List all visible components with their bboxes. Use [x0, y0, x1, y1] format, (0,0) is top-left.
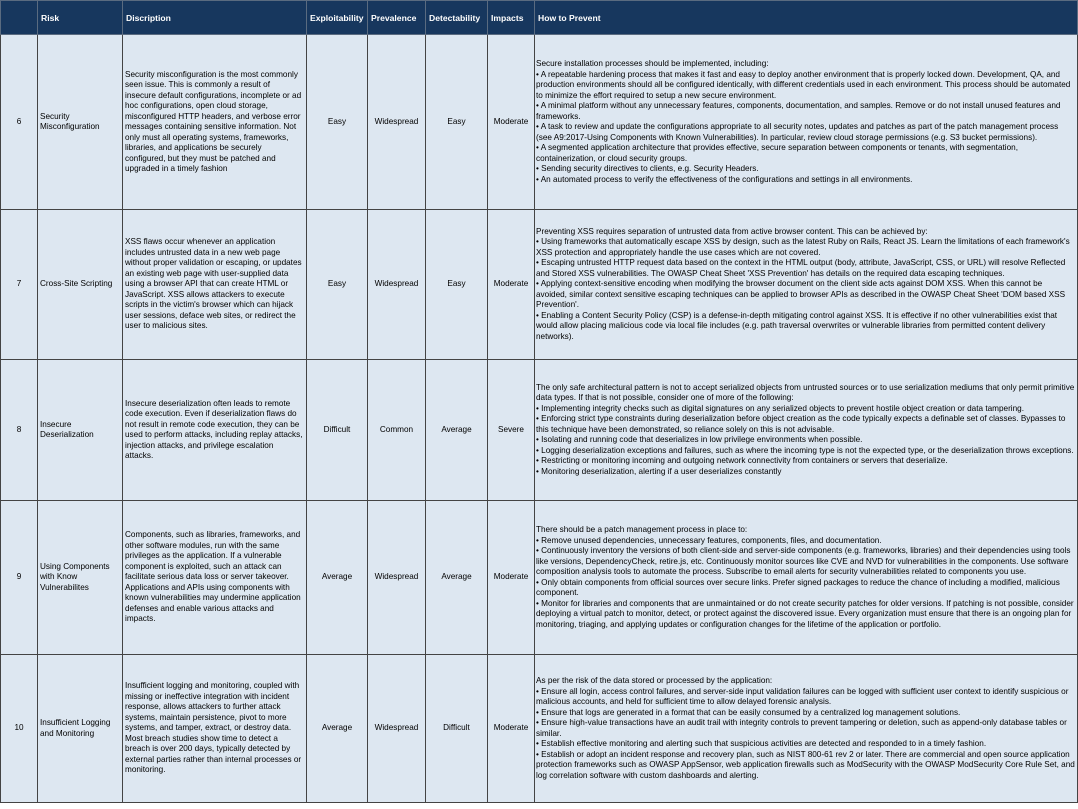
prevent-line: • Monitor for libraries and components that are unmaintained or do not create security patches for older versions. If patching is not possible, consider deploying a virtual patch to monitor, detect, or protect against the discovered issue. Every organization must ensure that there is an ongoing plan for monitoring, triaging, and applying updates or configuration changes for the lifetime of the application or portfolio.: [536, 598, 1074, 629]
exploitability-value: Easy: [307, 35, 368, 210]
prevent-line: As per the risk of the data stored or processed by the application:: [536, 676, 773, 685]
prevent-line: • Ensure that logs are generated in a format that can be easily consumed by a centralized log management solutions.: [536, 707, 961, 717]
risk-name: Using Components with Know Vulnerabilites: [38, 501, 123, 655]
risk-name: Security Misconfiguration: [38, 35, 123, 210]
table-row: [1, 360, 1078, 501]
detectability-value: Average: [426, 501, 488, 655]
prevent-line: • Isolating and running code that deserializes in low privilege environments when possible.: [536, 435, 863, 445]
row-number: 6: [1, 35, 38, 210]
detectability-value: Average: [426, 360, 488, 501]
prevent-line: • Sending security directives to clients, e.g. Security Headers.: [536, 164, 759, 173]
detectability-value: Easy: [426, 35, 488, 210]
prevent-line: • Only obtain components from official sources over secure links. Prefer signed packages to reduce the chance of including a modified, malicious component.: [536, 577, 1060, 597]
prevent-line: The only safe architectural pattern is not to accept serialized objects from untrusted sources or to use serialization mediums that only permit primitive data types. If that is not possible, consider one of more of the following:: [536, 382, 1075, 403]
prevent-line: • Establish or adopt an incident response and recovery plan, such as NIST 800-61 rev 2 or later. There are commercial and open source application protection frameworks such as OWASP AppSensor, web application firewalls such as ModSecurity with the OWASP ModSecurity Core Rule Set, and log correlation software with custom dashboards and alerting.: [536, 749, 1075, 780]
risk-description: Security misconfiguration is the most commonly seen issue. This is commonly a result of insecure default configurations, incomplete or ad hoc configurations, open cloud storage, misconfigured HTTP headers, and verbose error messages containing sensitive information. Not only must all operating systems, frameworks, libraries, and applications be securely configured, but they must be patched and upgraded in a timely fashion: [123, 35, 307, 210]
prevent-line: • Ensure all login, access control failures, and server-side input validation failures can be logged with sufficient user context to identify suspicious or malicious accounts, and held for sufficient time to allow delayed forensic analysis.: [536, 686, 1069, 706]
prevent-line: • Logging deserialization exceptions and failures, such as where the incoming type is not the expected type, or the deserialization throws exceptions.: [536, 445, 1074, 455]
prevent-line: • A minimal platform without any unnecessary features, components, documentation, and samples. Remove or do not install unused features and frameworks.: [536, 101, 1061, 121]
prevent-line: • Applying context-sensitive encoding when modifying the browser document on the client side acts against DOM XSS. When this cannot be avoided, similar context sensitive escaping techniques can be applied to browser APIs as described in the OWASP Cheat Sheet 'DOM based XSS Prevention'.: [536, 279, 1066, 310]
prevent-line: There should be a patch management process in place to:: [536, 525, 748, 534]
row-number: 10: [1, 655, 38, 803]
header-num: [1, 1, 38, 35]
risk-name: Insufficient Logging and Monitoring: [38, 655, 123, 803]
header-prevalence: Prevalence: [368, 1, 426, 35]
prevent-line: • Ensure high-value transactions have an audit trail with integrity controls to prevent tampering or deletion, such as append-only database tables or similar.: [536, 718, 1067, 738]
table-row: [1, 501, 1078, 655]
prevent-line: • Enabling a Content Security Policy (CSP) is a defense-in-depth mitigating control against XSS. It is effective if no other vulnerabilities exist that would allow placing malicious code via local file includes (e.g. path traversal overwrites or vulnerable libraries from permitted content delivery networks).: [536, 310, 1058, 341]
prevalence-value: Widespread: [368, 35, 426, 210]
detectability-value: Easy: [426, 210, 488, 360]
header-row: [1, 1, 1078, 35]
header-risk: Risk: [38, 1, 123, 35]
how-to-prevent: [535, 360, 1078, 501]
prevent-line: • Monitoring deserialization, alerting if a user deserializes constantly: [536, 466, 782, 476]
risk-name: Cross-Site Scripting: [38, 210, 123, 360]
table-row: [1, 35, 1078, 210]
prevalence-value: Widespread: [368, 210, 426, 360]
impacts-value: Moderate: [488, 501, 535, 655]
impacts-value: Severe: [488, 360, 535, 501]
exploitability-value: Difficult: [307, 360, 368, 501]
prevent-line: • Continuously inventory the versions of both client-side and server-side components (e.g. frameworks, libraries) and their dependencies using tools like versions, DependencyCheck, retire.js, etc. Continuously monitor sources like CVE and NVD for vulnerabilities in the components. Use software composition analysis tools to automate the process. Subscribe to email alerts for security vulnerabilities related to components you use.: [536, 546, 1071, 576]
prevalence-value: Common: [368, 360, 426, 501]
header-description: Discription: [123, 1, 307, 35]
how-to-prevent: [535, 210, 1078, 360]
how-to-prevent: [535, 501, 1078, 655]
detectability-value: Difficult: [426, 655, 488, 803]
risk-description: Insufficient logging and monitoring, coupled with missing or ineffective integration with incident response, allows attackers to further attack systems, maintain persistence, pivot to more systems, and tamper, extract, or destroy data. Most breach studies show time to detect a breach is over 200 days, typically detected by external parties rather than internal processes or monitoring.: [123, 655, 307, 803]
exploitability-value: Average: [307, 501, 368, 655]
header-exploitability: Exploitability: [307, 1, 368, 35]
prevent-line: • Restricting or monitoring incoming and outgoing network connectivity from containers or servers that deserialize.: [536, 456, 948, 466]
prevent-line: Secure installation processes should be implemented, including:: [536, 59, 769, 68]
risk-name: Insecure Deserialization: [38, 360, 123, 501]
impacts-value: Moderate: [488, 35, 535, 210]
prevent-line: • Implementing integrity checks such as digital signatures on any serialized objects to prevent hostile object creation or data tampering.: [536, 403, 1025, 413]
row-number: 8: [1, 360, 38, 501]
prevalence-value: Widespread: [368, 501, 426, 655]
risk-description: XSS flaws occur whenever an application includes untrusted data in a new web page without proper validation or escaping, or updates an existing web page with user-supplied data using a browser API that can create HTML or JavaScript. XSS allows attackers to execute scripts in the victim's browser which can hijack user sessions, deface web sites, or redirect the user to malicious sites.: [123, 210, 307, 360]
impacts-value: Moderate: [488, 655, 535, 803]
table-row: [1, 210, 1078, 360]
prevent-line: • Using frameworks that automatically escape XSS by design, such as the latest Ruby on Rails, React JS. Learn the limitations of each framework's XSS protection and appropriately handle the use cases which are not covered.: [536, 237, 1070, 257]
row-number: 9: [1, 501, 38, 655]
risk-description: Insecure deserialization often leads to remote code execution. Even if deserialization flaws do not result in remote code execution, they can be used to perform attacks, including replay attacks, injection attacks, and privilege escalation attacks.: [123, 360, 307, 501]
table-row: [1, 655, 1078, 803]
exploitability-value: Average: [307, 655, 368, 803]
prevent-line: • Establish effective monitoring and alerting such that suspicious activities are detected and responded to in a timely fashion.: [536, 739, 987, 748]
header-impacts: Impacts: [488, 1, 535, 35]
impacts-value: Moderate: [488, 210, 535, 360]
how-to-prevent: [535, 655, 1078, 803]
prevent-line: • Remove unused dependencies, unnecessary features, components, files, and documentation.: [536, 535, 882, 545]
risk-description: Components, such as libraries, frameworks, and other software modules, run with the same privileges as the application. If a vulnerable component is exploited, such an attack can facilitate serious data loss or server takeover. Applications and APIs using components with known vulnerabilities may undermine application defenses and enable various attacks and impacts.: [123, 501, 307, 655]
header-detectability: Detectability: [426, 1, 488, 35]
header-how-to-prevent: How to Prevent: [535, 1, 1078, 35]
prevent-line: • A repeatable hardening process that makes it fast and easy to deploy another environment that is properly locked down. Development, QA, and production environments should all be configured identically, with different credentials used in each environment. This process should be automated to minimize the effort required to setup a new secure environment.: [536, 69, 1071, 100]
prevent-line: • A segmented application architecture that provides effective, secure separation between components or tenants, with segmentation, containerization, or cloud security groups.: [536, 143, 1018, 163]
row-number: 7: [1, 210, 38, 360]
prevalence-value: Widespread: [368, 655, 426, 803]
prevent-line: • Enforcing strict type constraints during deserialization before object creation as the code typically expects a definable set of classes. Bypasses to this technique have been demonstrated, so reliance solely on this is not advisable.: [536, 414, 1066, 434]
prevent-line: Preventing XSS requires separation of untrusted data from active browser content. This can be achieved by:: [536, 226, 928, 236]
how-to-prevent: [535, 35, 1078, 210]
prevent-line: • A task to review and update the configurations appropriate to all security notes, updates and patches as part of the patch management process (see A9:2017-Using Components with Known Vulnerabilities). In particular, review cloud storage permissions (e.g. S3 bucket permissions).: [536, 122, 1059, 142]
exploitability-value: Easy: [307, 210, 368, 360]
prevent-line: • An automated process to verify the effectiveness of the configurations and settings in all environments.: [536, 174, 913, 184]
prevent-line: • Escaping untrusted HTTP request data based on the context in the HTML output (body, attribute, JavaScript, CSS, or URL) will resolve Reflected and Stored XSS vulnerabilities. The OWASP Cheat Sheet 'XSS Prevention' has details on the required data escaping techniques.: [536, 258, 1066, 278]
